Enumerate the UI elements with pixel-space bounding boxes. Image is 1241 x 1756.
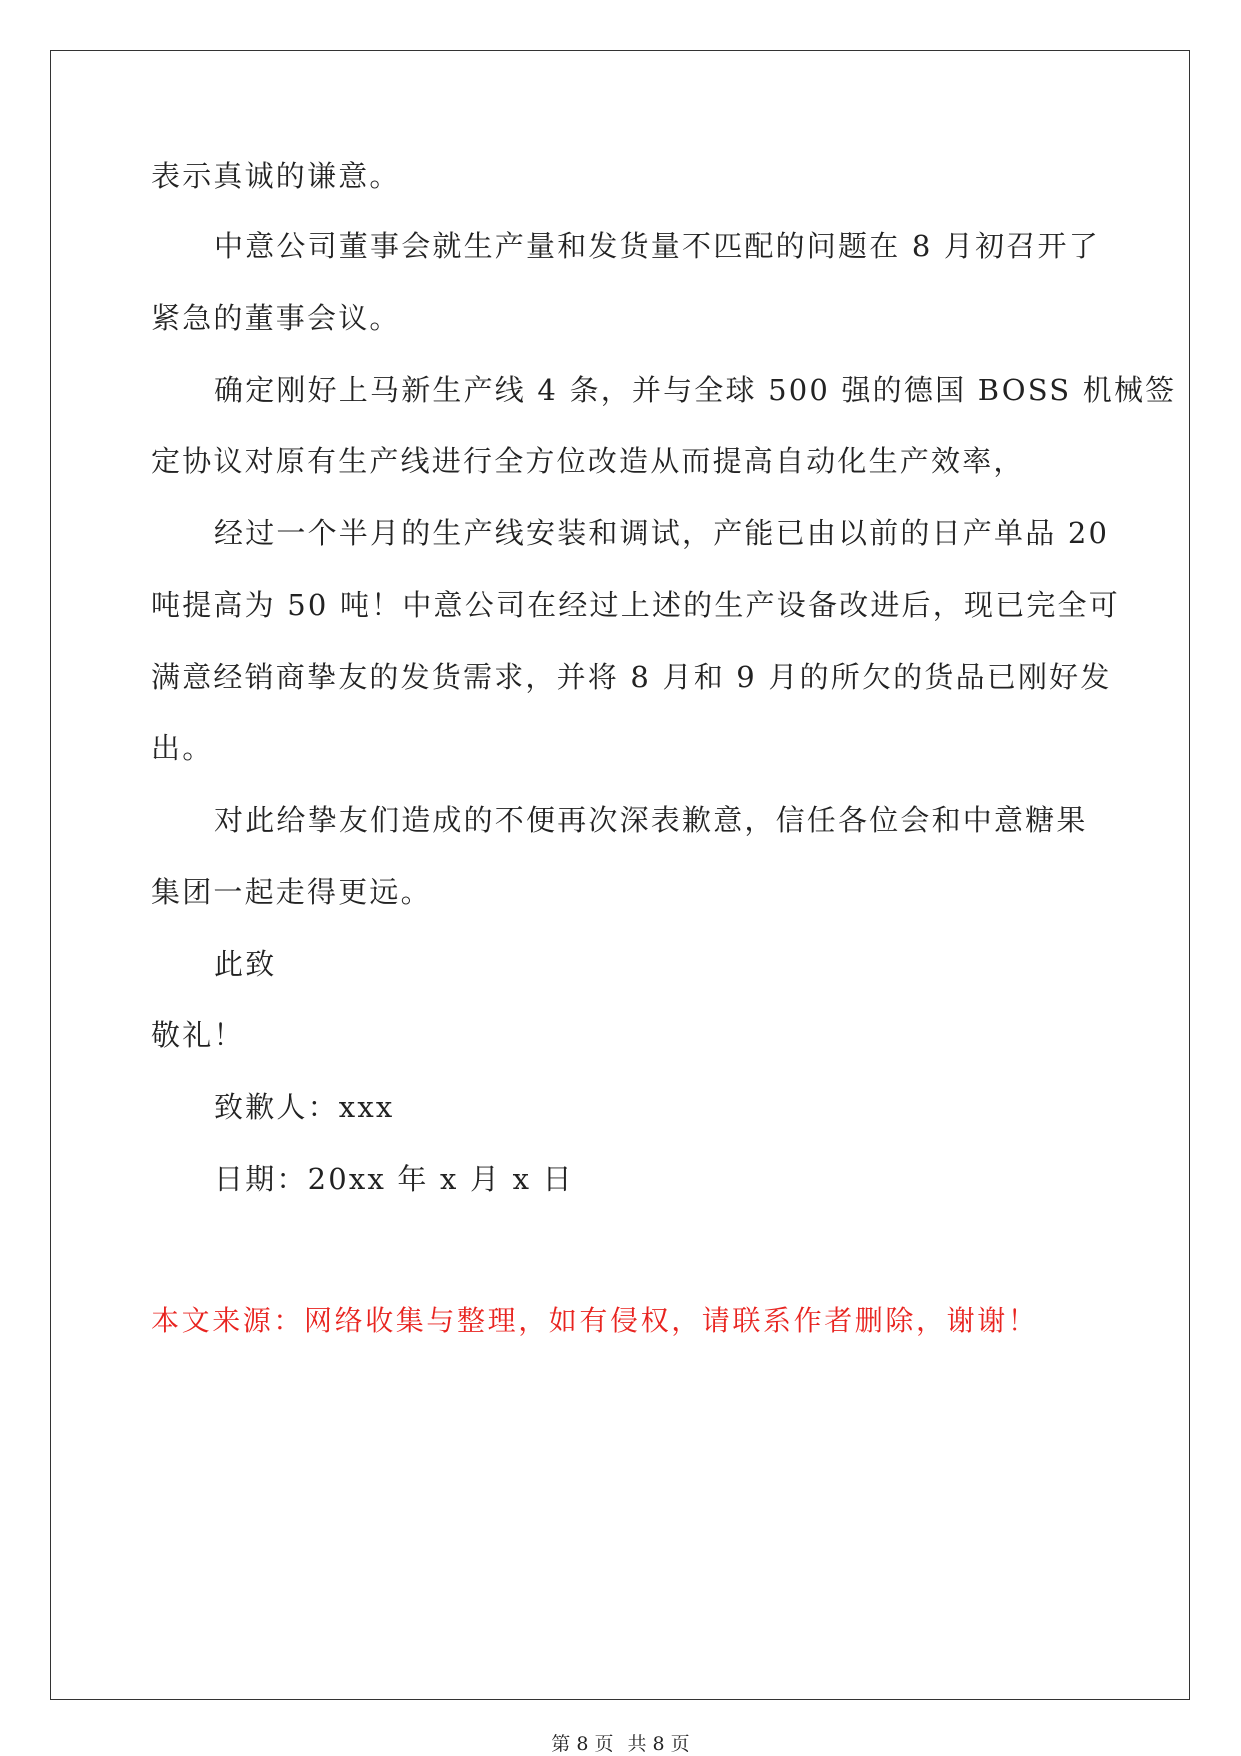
text-line-7: 吨提高为 50 吨！中意公司在经过上述的生产设备改进后，现已完全可: [151, 588, 1120, 622]
closing-salutation: 此致: [214, 947, 277, 981]
paragraph-production-line: 确定刚好上马新生产线 4 条，并与全球 500 强的德国 BOSS 机械签: [214, 373, 1177, 407]
date-line: 日期：20xx 年 x 月 x 日: [214, 1162, 574, 1196]
text-line-11: 集团一起走得更远。: [151, 875, 432, 909]
text-line-3: 紧急的董事会议。: [151, 301, 401, 335]
paragraph-meeting: 中意公司董事会就生产量和发货量不匹配的问题在 8 月初召开了: [214, 229, 1100, 263]
source-note: 本文来源：网络收集与整理，如有侵权，请联系作者删除，谢谢！: [151, 1304, 1039, 1337]
text-line-5: 定协议对原有生产线进行全方位改造从而提高自动化生产效率，: [151, 444, 1025, 478]
page-number-current: 第 8 页: [551, 1733, 614, 1755]
page-number-total: 共 8 页: [627, 1733, 690, 1755]
signature-line: 致歉人：xxx: [214, 1090, 395, 1124]
page-footer: [0, 1732, 1241, 1756]
text-line-8: 满意经销商挚友的发货需求，并将 8 月和 9 月的所欠的货品已刚好发: [151, 660, 1112, 694]
text-line-9: 出。: [151, 731, 214, 765]
text-line-1: 表示真诚的谦意。: [151, 159, 401, 193]
paragraph-apology: 对此给挚友们造成的不便再次深表歉意，信任各位会和中意糖果: [214, 803, 1088, 837]
paragraph-capacity: 经过一个半月的生产线安装和调试，产能已由以前的日产单品 20: [214, 516, 1110, 550]
closing-regards: 敬礼！: [151, 1018, 245, 1052]
